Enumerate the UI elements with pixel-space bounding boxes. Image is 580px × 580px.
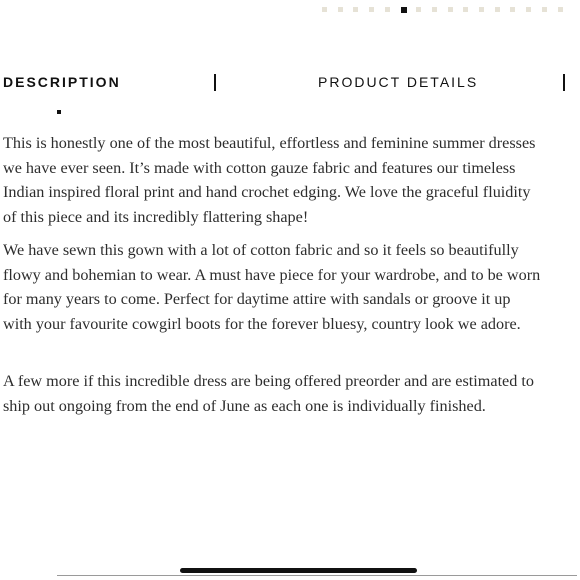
text-line: with your favourite cowgirl boots for the forever bluesy, country look we adore. <box>3 314 521 333</box>
text-line: We have sewn this gown with a lot of cotton fabric and so it feels so beautifully <box>3 241 519 259</box>
pagination-dot[interactable] <box>526 7 531 12</box>
tab-description[interactable]: DESCRIPTION <box>3 74 121 90</box>
tab-separator <box>563 74 565 91</box>
text-line: for many years to come. Perfect for daytime attire with sandals or groove it up <box>3 290 511 308</box>
text-line: A few more if this incredible dress are being offered preorder and are estimated to <box>3 372 534 390</box>
pagination-dot[interactable] <box>448 7 453 12</box>
pagination-dot[interactable] <box>416 7 421 12</box>
pagination-dot[interactable] <box>558 7 563 12</box>
home-indicator[interactable] <box>180 568 417 573</box>
pagination-dot[interactable] <box>322 7 327 12</box>
pagination-dot[interactable] <box>542 7 547 12</box>
text-line: we have ever seen. It’s made with cotton gauze fabric and features our timeless <box>3 158 516 177</box>
description-paragraph <box>3 131 580 229</box>
pagination-dot[interactable] <box>401 7 407 13</box>
pagination-dot[interactable] <box>338 7 343 12</box>
pagination-dot[interactable] <box>432 7 437 12</box>
pagination-dot[interactable] <box>385 7 390 12</box>
divider <box>57 575 577 576</box>
product-tabs <box>0 74 580 96</box>
text-line: Indian inspired floral print and hand crochet edging. We love the graceful fluidity <box>3 183 531 201</box>
pagination-dot[interactable] <box>369 7 374 12</box>
pagination-dot[interactable] <box>353 7 358 12</box>
text-line: flowy and bohemian to wear. A must have piece for your wardrobe, and to be worn <box>3 265 541 284</box>
description-paragraph <box>3 238 580 336</box>
description-text <box>3 131 580 418</box>
pagination-dot[interactable] <box>463 7 468 12</box>
pagination-dot[interactable] <box>479 7 484 12</box>
text-line: ship out ongoing from the end of June as each one is individually finished. <box>3 396 486 415</box>
tab-separator <box>214 74 216 91</box>
description-paragraph <box>3 369 580 418</box>
active-tab-indicator <box>57 110 61 114</box>
text-line: of this piece and its incredibly flattering shape! <box>3 207 309 226</box>
pagination-dot[interactable] <box>510 7 515 12</box>
text-line: This is honestly one of the most beautiful, effortless and feminine summer dresses <box>3 134 536 152</box>
tab-product-details[interactable]: PRODUCT DETAILS <box>318 74 479 90</box>
pagination-dot[interactable] <box>495 7 500 12</box>
